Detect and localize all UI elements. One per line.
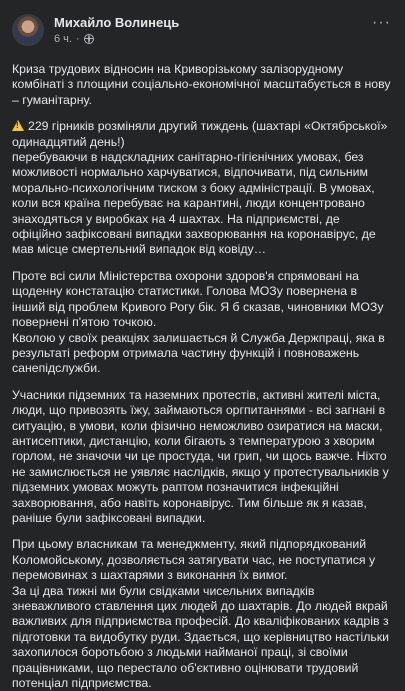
post-paragraph: Проте всі сили Міністерства охорони здоров'я спрямовані на щоденну констатацію статистики. Голова МОЗу повернена в інший від проблем Кривого Рогу бік. Я б сказав, чиновники МОЗу повернені п'ятою точкою. <box>12 268 384 330</box>
post-meta <box>54 15 179 46</box>
post-subline <box>54 32 179 46</box>
post-paragraph: 229 гірників розміняли другий тиждень (шахтарі «Октябрської» одинадцятий день!) <box>12 119 388 149</box>
post-paragraph-alert <box>12 119 393 150</box>
warning-icon <box>12 120 24 131</box>
post-paragraph: Криза трудових відносин на Криворізькому залізорудному комбінаті з площини соціально-економічної масштабується в нову – гуманітарну. <box>12 62 391 107</box>
post-paragraph: При цьому власникам та менеджменту, який підпорядкований Коломойському, дозволяється затягувати час, не поступатися у перемовинах з шахтарями з виконання їх вимог. <box>12 537 376 583</box>
author-avatar[interactable] <box>12 14 44 46</box>
post-paragraph: За ці два тижні ми були свідками чисельних випадків зневажливого ставлення цих людей до шахтарів. До людей вкрай важливих для підприємства професій. До кваліфікованих кадрів з підготовки та видобутку руди. Здається, що керівництво настільки захопилося боротьбою з людьми найманої праці, зі своїми працівниками, що перестало об'єктивно оцінювати трудовий потенціал підприємства. <box>12 583 390 691</box>
post-paragraph: Учасники підземних та наземних протестів, активні жителі міста, люди, що привозять їжу, займаються оргпитаннями - всі загнані в ситуацію, в умови, коли фізично неможливо озиратися на маски, антисептики, дистанцію, коли бігають з температурою з хворим горлом, не значочи чи це простуда, чи грип, чи щось важче. Ніхто не замислюється не уявляє наслідків, якщо у протестувальників у підземних умовах можуть раптом позначитися інфекційні захворювання, або навіть коронавірус. Тим більше як я казав, раніше були зафіксовані випадки. <box>12 387 389 525</box>
post-header <box>12 10 393 50</box>
globe-icon <box>84 34 94 44</box>
author-name[interactable]: Михайло Волинець <box>54 14 180 30</box>
post-text <box>12 62 393 691</box>
more-options-icon[interactable]: ··· <box>372 14 391 31</box>
post-paragraph: Кволою у своїх реакціях залишається й Служба Держпраці, яка в результаті реформ отримала частину функцій і повноважень санепідслужби. <box>12 330 385 376</box>
separator-dot: · <box>75 32 80 45</box>
post-paragraph: перебуваючи в надскладних санітарно-гігієнічних умовах, без можливості нормально харчуватися, відпочивати, під сильним морально-психологічним тиском з боку адміністрації. В умовах, коли вся країна перебуває на карантині, люди концентровано знаходяться у виробках на 4 шахтах. На підприємстві, де офіційно зафіксовані випадки захворювання на коронавірус, де мав місце смертельний випадок від ковіду… <box>12 150 376 257</box>
post-timestamp[interactable]: 6 ч. <box>54 32 72 45</box>
